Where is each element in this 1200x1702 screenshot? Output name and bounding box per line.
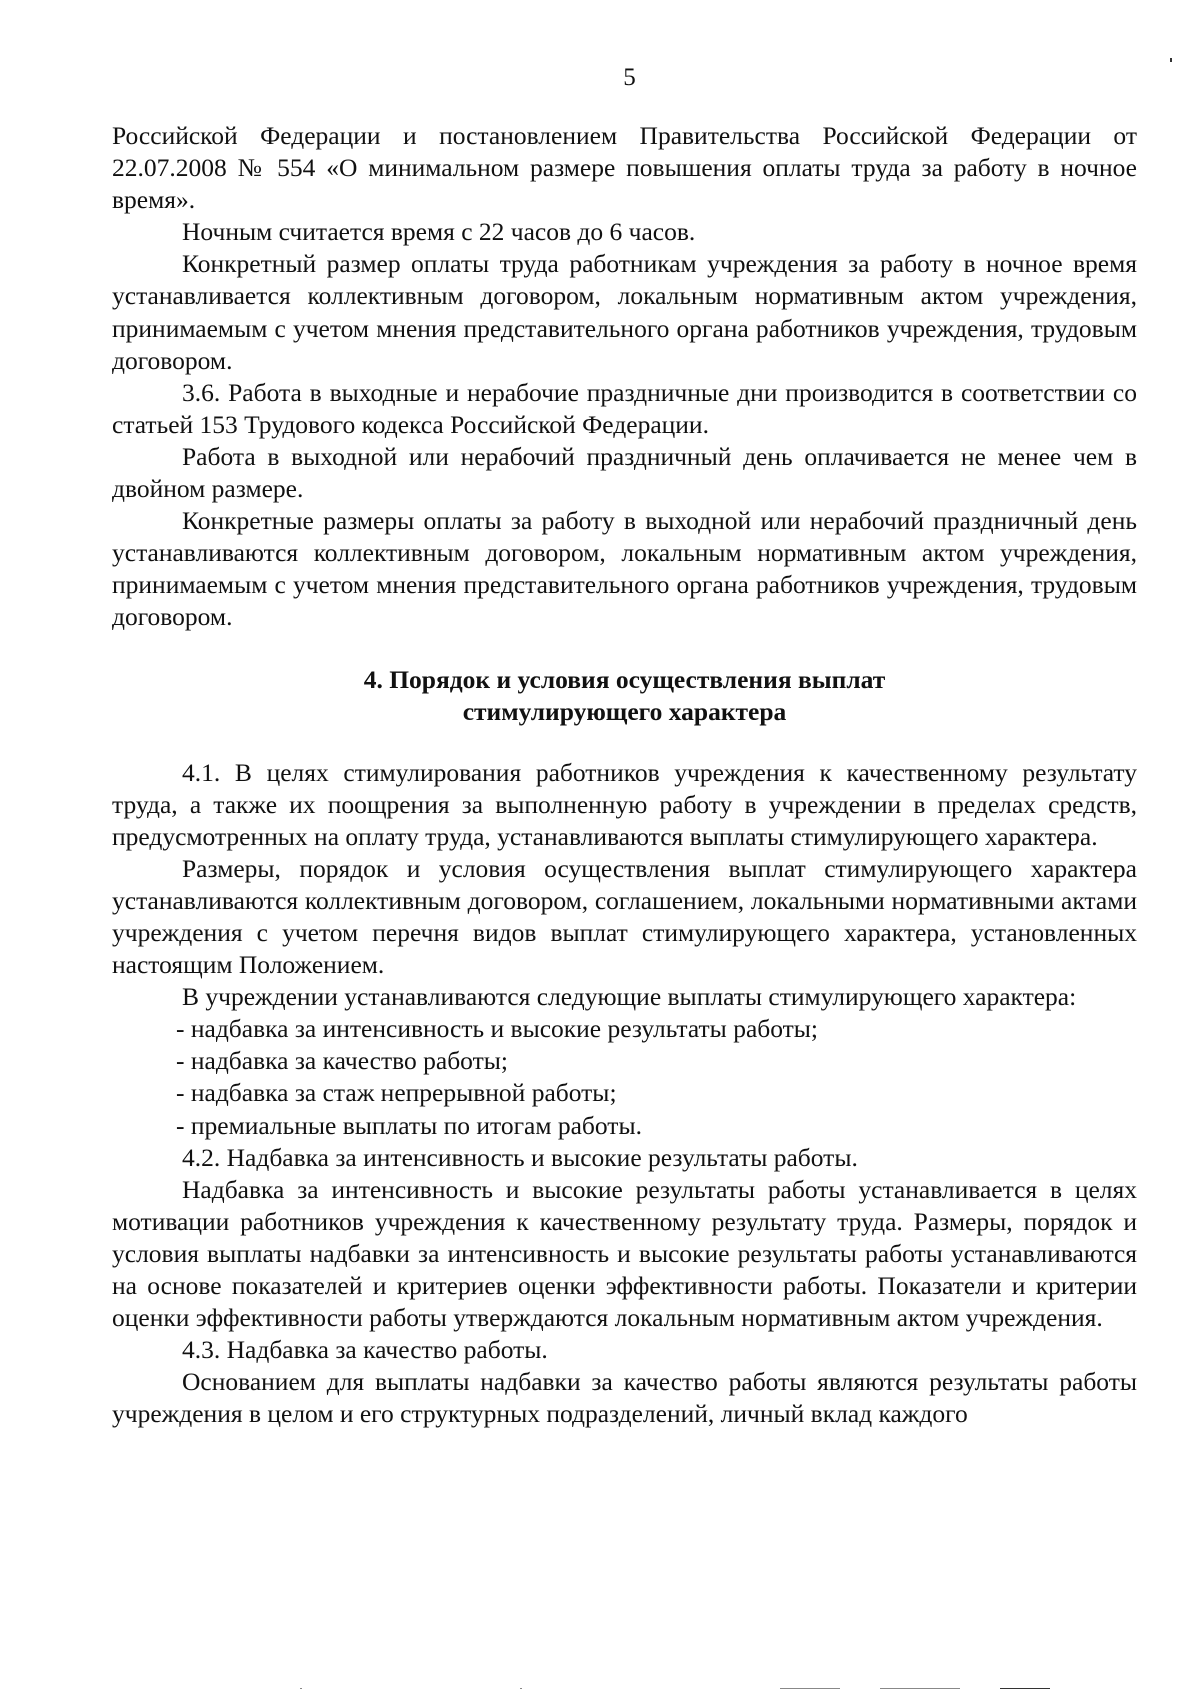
paragraph-quality-bonus: Основанием для выплаты надбавки за качество работы являются результаты работы учреждения в целом и его структурных подразделений, личный вклад каждого xyxy=(112,1367,1137,1429)
paragraph-4-2: 4.2. Надбавка за интенсивность и высокие результаты работы. xyxy=(182,1142,858,1172)
scan-dot xyxy=(520,1688,522,1689)
paragraph-intensity-bonus: Надбавка за интенсивность и высокие результаты работы устанавливается в целях мотивации работников учреждения к качественному результату труда. Размеры, порядок и условия выплаты надбавки за интенсивность и высокие результаты работы устанавливаются на основе показателей и критериев оценки эффективности работы. Показатели и критерии оценки эффективности работы утверждаются локальным нормативным актом учреждения. xyxy=(112,1174,1137,1333)
paragraph-4-3: 4.3. Надбавка за качество работы. xyxy=(182,1335,548,1365)
scan-dash xyxy=(1000,1688,1050,1689)
paragraph-stimulus-list-intro: В учреждении устанавливаются следующие выплаты стимулирующего характера: xyxy=(182,982,1077,1012)
stimulus-list xyxy=(112,1013,1137,1141)
section-heading-line-1: 4. Порядок и условия осуществления выплат xyxy=(363,664,886,694)
scan-bottom-artifacts xyxy=(0,1688,1200,1694)
paragraph-night-time: Ночным считается время с 22 часов до 6 часов. xyxy=(182,217,696,247)
paragraph-3-6: 3.6. Работа в выходные и нерабочие праздничные дни производится в соответствии со статьей 153 Трудового кодекса Российской Федерации. xyxy=(112,377,1137,439)
scan-dot xyxy=(300,1688,302,1689)
paragraph-night-pay: Конкретный размер оплаты труда работникам учреждения за работу в ночное время устанавливается коллективным договором, локальным нормативным актом учреждения, принимаемым с учетом мнения представительного органа работников учреждения, трудовым договором. xyxy=(112,249,1137,375)
list-item: - надбавка за интенсивность и высокие результаты работы; xyxy=(176,1014,819,1044)
paragraph-continuation: Российской Федерации и постановлением Правительства Российской Федерации от 22.07.2008 № 554 «О минимальном размере повышения оплаты труда за работу в ночное время». xyxy=(112,121,1137,215)
section-heading-4 xyxy=(112,664,1137,729)
paragraph-double-pay: Работа в выходной или нерабочий праздничный день оплачивается не менее чем в двойном размере. xyxy=(112,441,1137,504)
list-item: - премиальные выплаты по итогам работы. xyxy=(176,1110,642,1140)
section-heading-line-2: стимулирующего характера xyxy=(462,697,787,726)
page-number: 5 xyxy=(623,64,636,91)
scan-dash xyxy=(880,1688,960,1689)
paragraph-4-1: 4.1. В целях стимулирования работников учреждения к качественному результату труда, а также их поощрения за выполненную работу в учреждении в пределах средств, предусмотренных на оплату труда, устанавливаются выплаты стимулирующего характера. xyxy=(112,757,1137,851)
list-item: - надбавка за качество работы; xyxy=(176,1046,508,1076)
document-page xyxy=(112,62,1137,1430)
list-item: - надбавка за стаж непрерывной работы; xyxy=(176,1078,617,1108)
paragraph-stimulus-conditions: Размеры, порядок и условия осуществления выплат стимулирующего характера устанавливаются коллективным договором, соглашением, локальными нормативными актами учреждения с учетом перечня видов выплат стимулирующего характера, установленных настоящим Положением. xyxy=(112,853,1137,980)
paragraph-holiday-pay: Конкретные размеры оплаты за работу в выходной или нерабочий праздничный день устанавливаются коллективным договором, локальным нормативным актом учреждения, принимаемым с учетом мнения представительного органа работников учреждения, трудовым договором. xyxy=(112,506,1137,632)
scan-artifact-mark xyxy=(1170,58,1172,62)
scan-dash xyxy=(780,1688,840,1689)
